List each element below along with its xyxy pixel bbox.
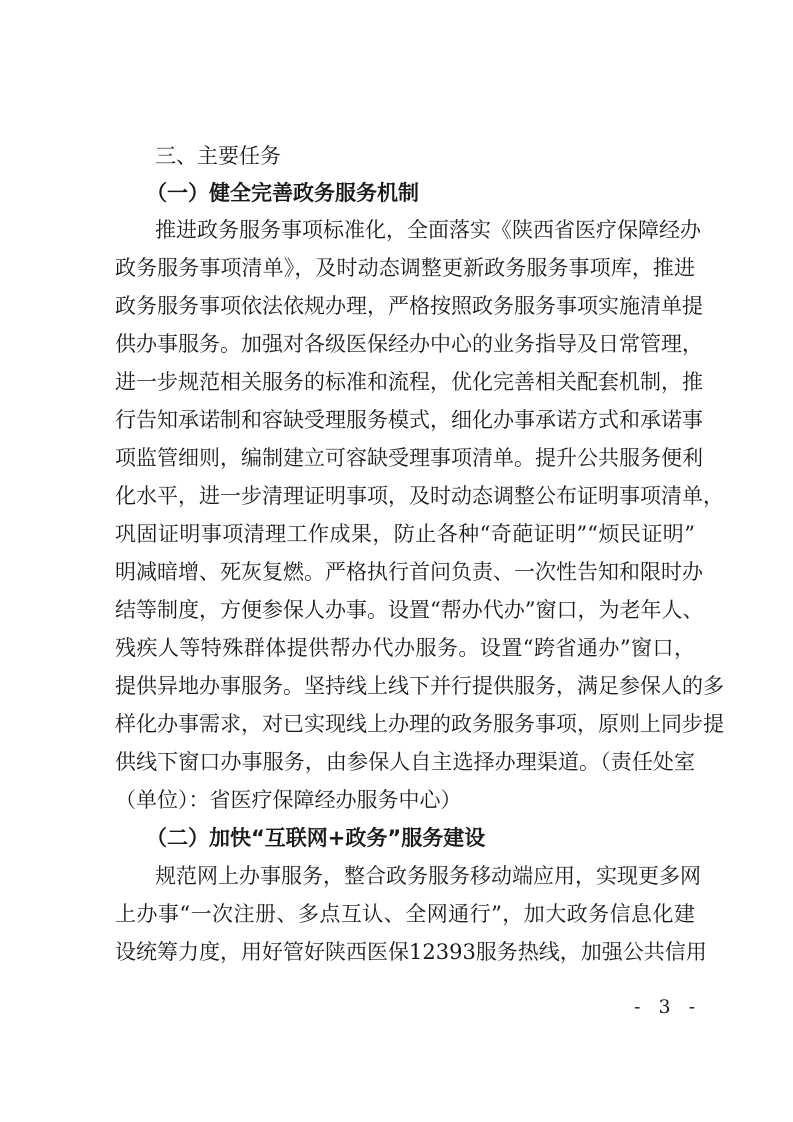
paragraph-line: 进一步规范相关服务的标准和流程，优化完善相关配套机制，推 [115, 370, 703, 394]
paragraph-line: 明减暗增、死灰复燃。严格执行首问负责、一次性告知和限时办 [115, 560, 703, 584]
paragraph-line: 结等制度，方便参保人办事。设置“帮办代办”窗口，为老年人、 [115, 598, 704, 622]
paragraph-line: 推进政务服务事项标准化，全面落实《陕西省医疗保障经办 [155, 218, 701, 242]
paragraph-line: 巩固证明事项清理工作成果，防止各种“奇葩证明”“烦民证明” [115, 522, 695, 546]
subsection-1-title: （一）健全完善政务服务机制 [146, 181, 419, 205]
paragraph-line: 提供异地办事服务。坚持线上线下并行提供服务，满足参保人的多 [115, 674, 724, 698]
subsection-2-title: （二）加快“互联网+政务”服务建设 [146, 826, 486, 850]
paragraph-line: 化水平，进一步清理证明事项，及时动态调整公布证明事项清单， [115, 484, 724, 508]
paragraph-line: 供线下窗口办事服务，由参保人自主选择办理渠道。（责任处室 [115, 750, 695, 774]
paragraph-line: 样化办事需求，对已实现线上办理的政务服务事项，原则上同步提 [115, 712, 724, 736]
paragraph-line: 供办事服务。加强对各级医保经办中心的业务指导及日常管理， [115, 332, 703, 356]
paragraph-line: 规范网上办事服务，整合政务服务移动端应用，实现更多网 [155, 864, 701, 888]
section-heading: 三、主要任务 [155, 144, 281, 168]
paragraph-line: 政务服务事项清单》，及时动态调整更新政务服务事项库，推进 [115, 256, 695, 280]
paragraph-line: 上办事“一次注册、多点互认、全网通行”，加大政务信息化建 [115, 902, 695, 926]
paragraph-line: 项监管细则，编制建立可容缺受理事项清单。提升公共服务便利 [115, 446, 703, 470]
paragraph-line: 行告知承诺制和容缺受理服务模式，细化办事承诺方式和承诺事 [115, 408, 703, 432]
paragraph-line: （单位）：省医疗保障经办服务中心） [115, 788, 462, 812]
paragraph-line: 政务服务事项依法依规办理，严格按照政务服务事项实施清单提 [115, 294, 703, 318]
paragraph-line: 设统筹力度，用好管好陕西医保12393服务热线，加强公共信用 [115, 940, 707, 964]
paragraph-line: 残疾人等特殊群体提供帮办代办服务。设置“跨省通办”窗口， [115, 636, 695, 660]
page-number: - 3 - [633, 996, 701, 1018]
